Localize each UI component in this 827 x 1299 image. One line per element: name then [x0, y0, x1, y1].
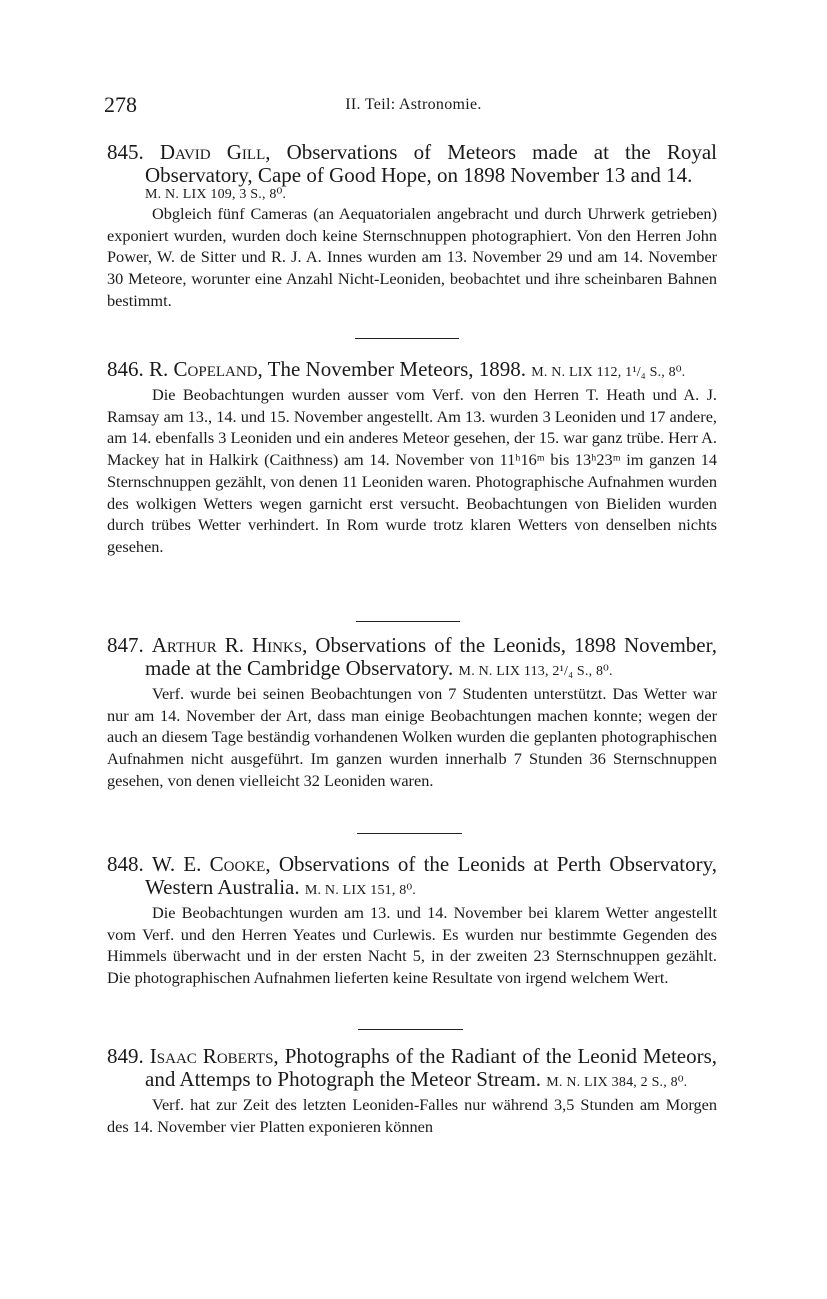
entry-heading — [107, 141, 717, 187]
separator-rule — [355, 338, 459, 339]
entry-reference: M. N. LIX 109, 3 S., 8⁰. — [145, 187, 287, 202]
entry-body: Obgleich fünf Cameras (an Aequatorialen angebracht und durch Uhrwerk getrieben) exponiert wurden, wurden doch keine Sternschnuppen photographiert. Von den Herren John Power, W. de Sitter und R. J. A. Innes wurden am 13. November 29 und am 14. November 30 Meteore, worunter eine Anzahl Nicht-Leoniden, beobachtet und ihre scheinbaren Bahnen bestimmt. — [107, 204, 717, 310]
entry-author: W. E. Cooke, — [151, 852, 271, 876]
page-number: 278 — [104, 92, 137, 117]
entry-title: Photographs of the Radiant of the Leonid Meteors, and Attemps to Photograph the Meteor Stream. — [145, 1044, 718, 1091]
separator-rule — [357, 833, 462, 834]
entry-reference: M. N. LIX 113, 2¹/₄ S., 8⁰. — [458, 664, 613, 679]
entry-heading — [107, 634, 717, 683]
entry-body: Verf. hat zur Zeit des letzten Leoniden-Falles nur während 3,5 Stunden am Morgen des 14. November vier Platten exponieren können — [107, 1095, 717, 1136]
entry-title: Observations of the Leonids, 1898 November, made at the Cambridge Observatory. — [145, 633, 718, 680]
entry-heading — [107, 358, 717, 384]
entry-title: The November Meteors, 1898. — [267, 357, 526, 381]
entry-reference: M. N. LIX 384, 2 S., 8⁰. — [546, 1075, 688, 1090]
entry-author: Isaac Roberts, — [149, 1044, 279, 1068]
entry-author: David Gill, — [159, 140, 271, 164]
entry-846 — [107, 358, 717, 558]
entry-847 — [107, 634, 717, 792]
entry-heading — [107, 853, 717, 902]
entry-body: Die Beobachtungen wurden ausser vom Verf. von den Herren T. Heath und A. J. Ramsay am 13., 14. und 15. November angestellt. Am 13. wurden 3 Leoniden und 17 andere, am 14. ebenfalls 3 Leoniden und ein anderes Meteor gesehen, der 15. war ganz trübe. Herr A. Mackey hat in Halkirk (Caithness) am 14. November von 11ʰ16ᵐ bis 13ʰ23ᵐ im ganzen 14 Sternschnuppen gezählt, von denen 11 Leoniden waren. Photographische Aufnahmen wurden des wolkigen Wetters wegen garnicht erst versucht. Beobachtungen von Bieliden wurden durch trübes Wetter verhindert. In Rom wurde trotz klaren Wetters von denselben nichts gesehen. — [107, 385, 717, 556]
entry-number: 848. — [107, 852, 144, 876]
entry-author: Arthur R. Hinks, — [151, 633, 308, 657]
entry-848 — [107, 853, 717, 989]
entry-body: Die Beobachtungen wurden am 13. und 14. November bei klarem Wetter angestellt vom Verf. und den Herren Yeates und Curlewis. Es wurden nur bestimmte Gegenden des Himmels überwacht und in der ersten Nacht 5, in der zweiten 23 Sternschnuppen gezählt. Die photographischen Aufnahmen lieferten keine Resultate von irgend welchem Wert. — [107, 903, 717, 988]
entry-number: 846. — [107, 357, 144, 381]
entry-849 — [107, 1045, 717, 1137]
entry-heading — [107, 1045, 717, 1094]
entry-number: 845. — [107, 140, 144, 164]
entry-number: 849. — [107, 1044, 144, 1068]
separator-rule — [358, 1029, 463, 1030]
entry-reference: M. N. LIX 112, 1¹/₄ S., 8⁰. — [531, 365, 686, 380]
entry-author: R. Copeland, — [149, 357, 263, 381]
entry-body: Verf. wurde bei seinen Beobachtungen von 7 Studenten unterstützt. Das Wetter war nur am 14. November der Art, dass man einige Beobachtungen machen konnte; wegen der auch an diesem Tage beständig vorhandenen Wolken wurden die geplanten photographischen Aufnahmen nicht ausgeführt. Im ganzen wurden innerhalb 7 Stunden 36 Sternschnuppen gesehen, von denen vielleicht 32 Leoniden waren. — [107, 684, 717, 790]
entry-845 — [107, 141, 717, 312]
entry-reference: M. N. LIX 151, 8⁰. — [304, 883, 416, 898]
entry-number: 847. — [107, 633, 144, 657]
entry-title: Observations of Meteors made at the Royal Observatory, Cape of Good Hope, on 1898 November 13 and 14. — [145, 140, 718, 187]
running-head: II. Teil: Astronomie. — [345, 96, 482, 113]
separator-rule — [356, 621, 460, 622]
entry-title: Observations of the Leonids at Perth Observatory, Western Australia. — [145, 852, 718, 899]
